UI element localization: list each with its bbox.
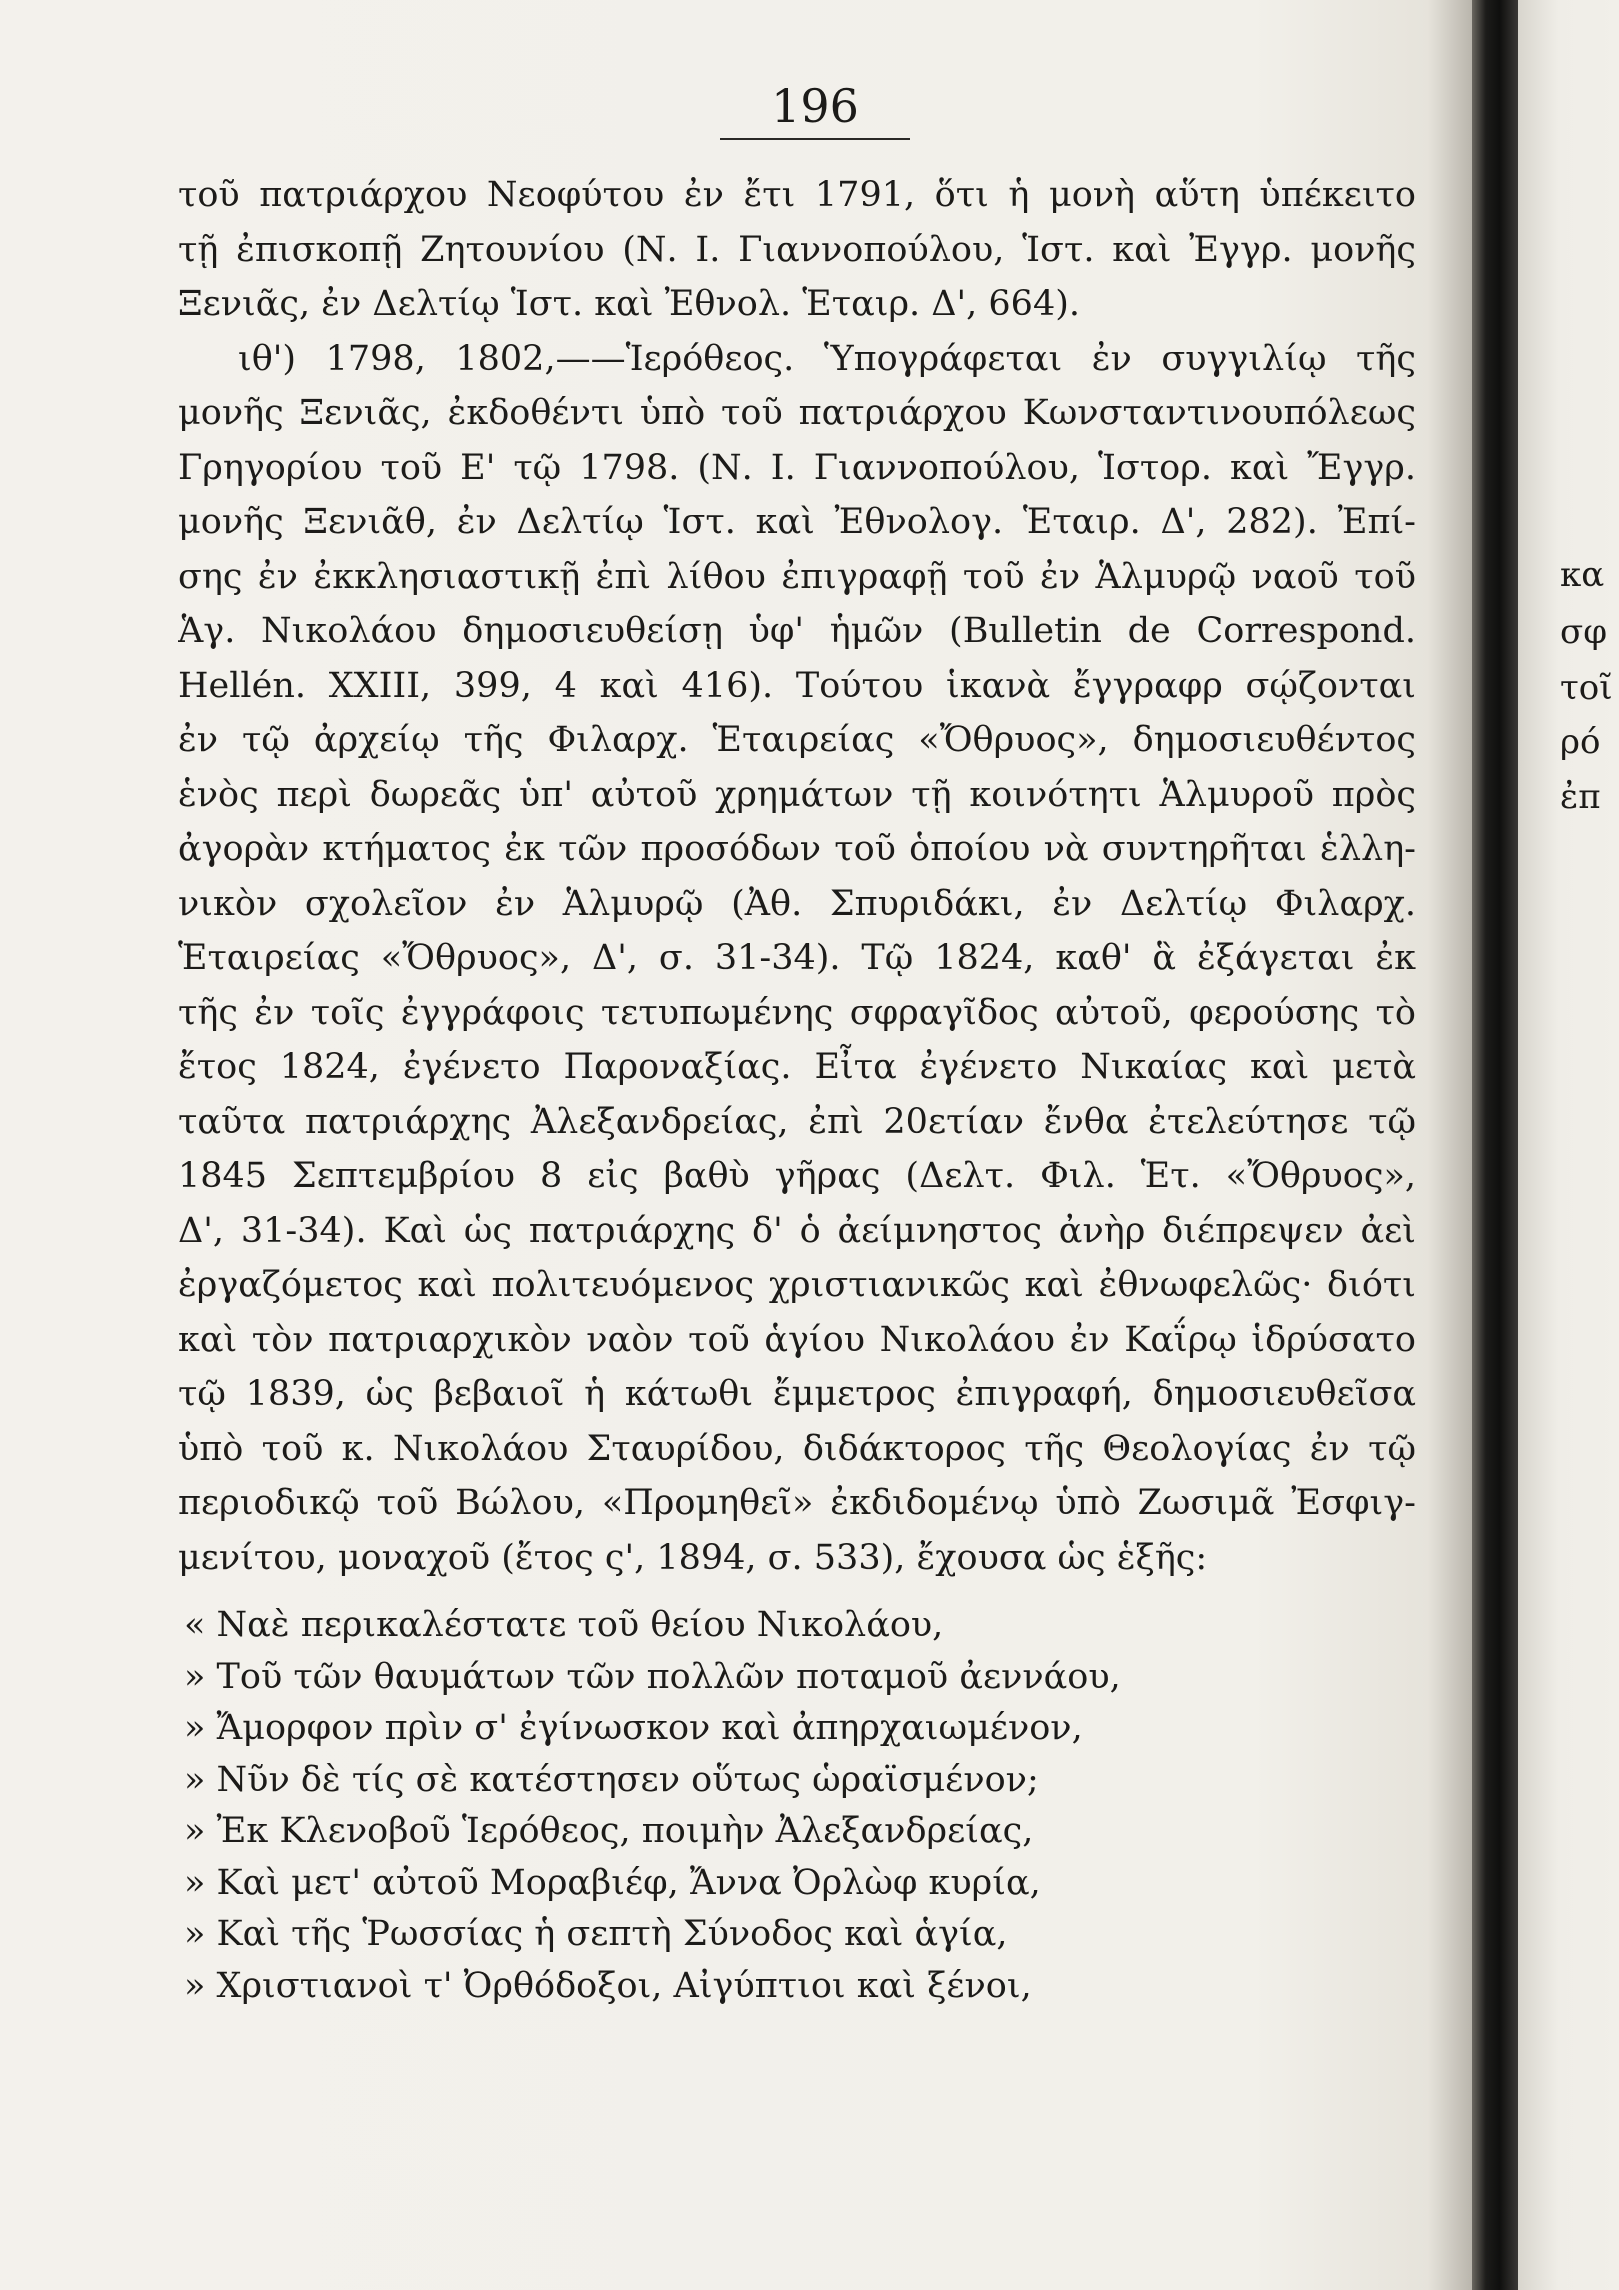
text-line: περιοδικῷ τοῦ Βώλου, «Προμηθεῖ» ἐκδιδομένῳ ὑπὸ Ζωσιμᾶ Ἐσφιγ- (178, 1483, 1416, 1523)
text-line: μονῆς Ξενιᾶθ, ἐν Δελτίῳ Ἱστ. καὶ Ἐθνολογ. Ἑταιρ. Δ', 282). Ἐπί- (178, 502, 1416, 542)
facing-page-fragment: ρό (1560, 722, 1601, 762)
facing-page-fragment: κα (1560, 555, 1605, 595)
text-line: ἐν τῷ ἀρχείῳ τῆς Φιλαρχ. Ἑταιρείας «Ὄθρυος», δημοσιευθέντος (178, 720, 1416, 760)
text-line: τῆς ἐν τοῖς ἐγγράφοις τετυπωμένης σφραγῖδος αὐτοῦ, φερούσης τὸ (178, 992, 1416, 1033)
verse-line: » Τοῦ τῶν θαυμάτων τῶν πολλῶν ποταμοῦ ἀεννάου, (184, 1656, 1121, 1697)
text-line: τῇ ἐπισκοπῇ Ζητουνίου (Ν. Ι. Γιαννοπούλου, Ἱστ. καὶ Ἐγγρ. μονῆς (178, 229, 1416, 270)
text-line: καὶ τὸν πατριαρχικὸν ναὸν τοῦ ἁγίου Νικολάου ἐν Καΐρῳ ἱδρύσατο (178, 1319, 1416, 1360)
verse-line: » Χριστιανοὶ τ' Ὀρθόδοξοι, Αἰγύπτιοι καὶ ξένοι, (184, 1965, 1032, 2006)
facing-page-fragment: τοῖ (1560, 668, 1613, 708)
text-line: Δ', 31-34). Καὶ ὡς πατριάρχης δ' ὁ ἀείμνηστος ἀνὴρ διέπρεψεν ἀεὶ (178, 1210, 1416, 1251)
text-line: 1845 Σεπτεμβρίου 8 εἰς βαθὺ γῆρας (Δελτ. Φιλ. Ἑτ. «Ὄθρυος», (178, 1156, 1416, 1196)
text-line: τῷ 1839, ὡς βεβαιοῖ ἡ κάτωθι ἔμμετρος ἐπιγραφή, δημοσιευθεῖσα (178, 1374, 1416, 1414)
page-number: 196 (771, 79, 859, 133)
page-number-rule (720, 138, 910, 140)
text-line: ἔτος 1824, ἐγένετο Παροναξίας. Εἶτα ἐγένετο Νικαίας καὶ μετὰ (178, 1047, 1416, 1087)
text-line: σης ἐν ἐκκλησιαστικῇ ἐπὶ λίθου ἐπιγραφῇ τοῦ ἐν Ἁλμυρῷ ναοῦ τοῦ (178, 556, 1416, 597)
text-line: Ἁγ. Νικολάου δημοσιευθείσῃ ὑφ' ἡμῶν (Bulletin de Correspond. (178, 611, 1416, 651)
facing-page-fragment: σφ (1560, 612, 1608, 652)
text-line: ἑνὸς περὶ δωρεᾶς ὑπ' αὐτοῦ χρημάτων τῇ κοινότητι Ἁλμυροῦ πρὸς (178, 774, 1416, 815)
text-line: Γρηγορίου τοῦ Ε' τῷ 1798. (Ν. Ι. Γιαννοπούλου, Ἱστορ. καὶ Ἔγγρ. (178, 447, 1416, 488)
text-line: μονῆς Ξενιᾶς, ἐκδοθέντι ὑπὸ τοῦ πατριάρχου Κωνσταντινουπόλεως (178, 393, 1416, 433)
text-line: μενίτου, μοναχοῦ (ἔτος ς', 1894, σ. 533), ἔχουσα ὡς ἑξῆς: (178, 1537, 1208, 1578)
text-line: Ξενιᾶς, ἐν Δελτίῳ Ἱστ. καὶ Ἐθνολ. Ἑταιρ. Δ', 664). (178, 284, 1081, 324)
book-gutter (1472, 0, 1518, 2290)
verse-line: » Ἄμορφον πρὶν σ' ἐγίνωσκον καὶ ἀπηρχαιωμένον, (184, 1708, 1083, 1748)
facing-page-edge (1518, 0, 1619, 2290)
verse-inscription (178, 1600, 1416, 2012)
text-line: νικὸν σχολεῖον ἐν Ἁλμυρῷ (Ἀθ. Σπυριδάκι, ἐν Δελτίῳ Φιλαρχ. (178, 883, 1416, 924)
text-line: ὑπὸ τοῦ κ. Νικολάου Σταυρίδου, διδάκτορος τῆς Θεολογίας ἐν τῷ (178, 1428, 1416, 1469)
text-line: ταῦτα πατριάρχης Ἀλεξανδρείας, ἐπὶ 20ετίαν ἔνθα ἐτελεύτησε τῷ (178, 1101, 1416, 1142)
text-line: ιθ') 1798, 1802,——Ἱερόθεος. Ὑπογράφεται ἐν συγγιλίῳ τῆς (238, 338, 1416, 379)
verse-line: « Ναὲ περικαλέστατε τοῦ θείου Νικολάου, (184, 1605, 944, 1645)
verse-line: » Ἐκ Κλενοβοῦ Ἱερόθεος, ποιμὴν Ἀλεξανδρείας, (184, 1811, 1034, 1851)
verse-line: » Καὶ τῆς Ῥωσσίας ἡ σεπτὴ Σύνοδος καὶ ἁγία, (184, 1914, 1008, 1954)
text-line: Hellén. XXIII, 399, 4 καὶ 416). Τούτου ἱκανὰ ἔγγραφρ σῴζονται (178, 665, 1416, 706)
verse-line: » Νῦν δὲ τίς σὲ κατέστησεν οὕτως ὡραϊσμένον; (184, 1759, 1039, 1800)
body-text (178, 168, 1416, 1585)
verse-line: » Καὶ μετ' αὐτοῦ Μοραβιέφ, Ἄννα Ὀρλὼφ κυρία, (184, 1862, 1041, 1903)
text-line: Ἑταιρείας «Ὄθρυος», Δ', σ. 31-34). Τῷ 1824, καθ' ἃ ἐξάγεται ἐκ (178, 938, 1416, 978)
text-line: ἀγορὰν κτήματος ἐκ τῶν προσόδων τοῦ ὁποίου νὰ συντηρῆται ἑλλη- (178, 829, 1416, 869)
text-line: ἐργαζόμετος καὶ πολιτευόμενος χριστιανικῶς καὶ ἐθνωφελῶς· διότι (178, 1265, 1416, 1305)
text-line: τοῦ πατριάρχου Νεοφύτου ἐν ἔτι 1791, ὅτι ἡ μονὴ αὕτη ὑπέκειτο (178, 175, 1416, 215)
facing-page-fragment: ἐπ (1560, 777, 1601, 817)
